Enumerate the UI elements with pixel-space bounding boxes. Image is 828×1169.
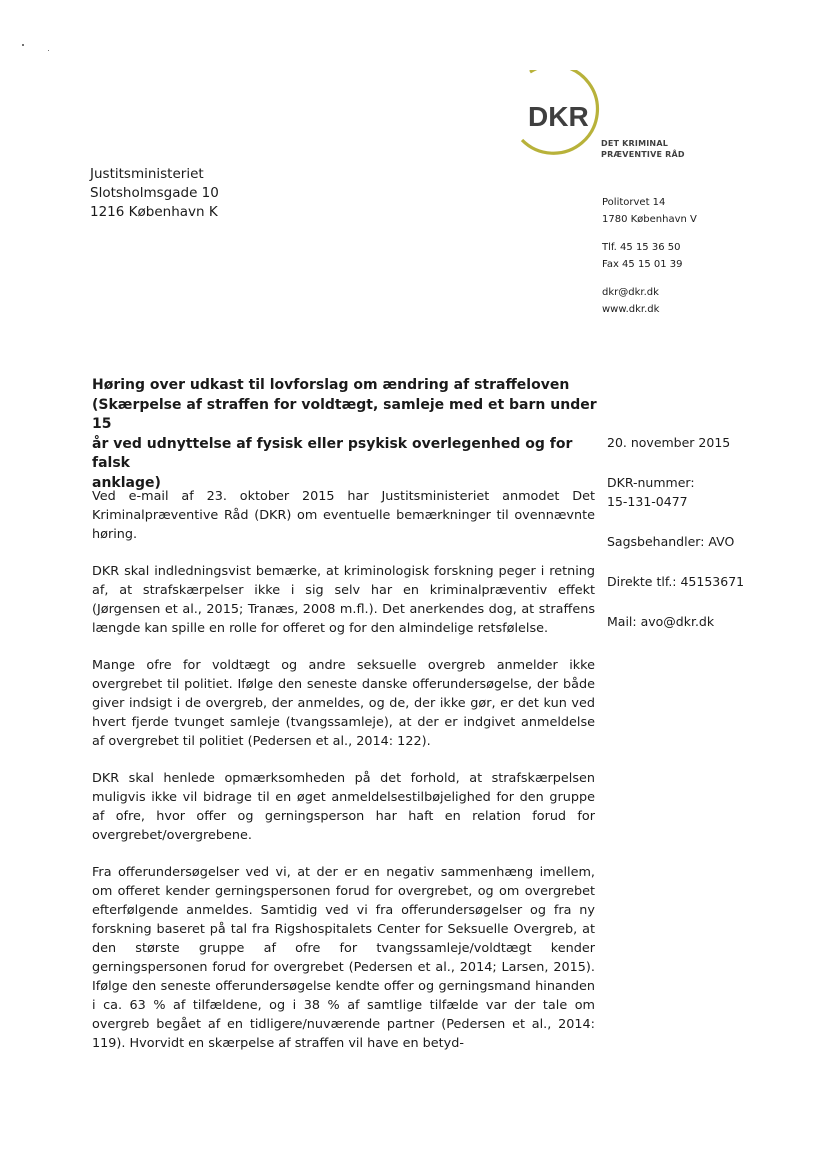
paragraph: DKR skal indledningsvist bemærke, at kriminologisk forskning peger i retning af, at strafskærpelser ikke i sig selv har en kriminalpræventiv effekt (Jørgensen et al., 2015; Tranæs, 2008 m.fl.). Det anerkendes dog, at straffens længde kan spille en rolle for offeret og for den almindelige retsfølelse. [92, 564, 595, 636]
logo-subtitle [601, 138, 685, 160]
case-handler: Sagsbehandler: AVO [607, 534, 735, 549]
letter-title [92, 376, 602, 493]
logo-subtitle-line1: DET KRIMINAL [601, 139, 669, 148]
recipient-city: 1216 København K [90, 204, 218, 220]
dkr-logo [512, 70, 612, 165]
recipient-name: Justitsministeriet [90, 166, 204, 182]
title-line: (Skærpelse af straffen for voldtægt, samleje med et barn under 15 [92, 396, 597, 432]
sender-email: dkr@dkr.dk [602, 287, 659, 298]
dkr-number: 15-131-0477 [607, 494, 688, 509]
paragraph: DKR skal henlede opmærksomheden på det forhold, at strafskærpelsen muligvis ikke vil bidrage til en øget anmeldelsestilbøjelighed for den gruppe af ofre, hvor offer og gerningsperson har haft en relation forud for overgrebet/overgrebene. [92, 771, 595, 843]
logo-text: DKR [528, 101, 589, 132]
sender-city: 1780 København V [602, 214, 697, 225]
title-line: Høring over udkast til lovforslag om ændring af straffeloven [92, 377, 570, 393]
title-line: anklage) [92, 474, 161, 491]
sender-info [602, 194, 697, 318]
recipient-address [90, 165, 219, 222]
sender-street: Politorvet 14 [602, 197, 666, 208]
paragraph: Ved e-mail af 23. oktober 2015 har Justitsministeriet anmodet Det Kriminalpræventive Råd (DKR) om eventuelle bemærkninger til ovennævnte høring. [92, 489, 595, 542]
sender-phone: Tlf. 45 15 36 50 [602, 242, 681, 253]
case-metadata [607, 433, 744, 652]
mail-address: Mail: avo@dkr.dk [607, 614, 715, 629]
title-line: år ved udnyttelse af fysisk eller psykisk overlegenhed og for falsk [92, 435, 573, 471]
logo-subtitle-line2: PRÆVENTIVE RÅD [601, 150, 685, 159]
scan-speck [22, 44, 24, 46]
sender-fax: Fax 45 15 01 39 [602, 259, 683, 270]
dkr-number-label: DKR-nummer: [607, 475, 695, 490]
sender-web: www.dkr.dk [602, 304, 660, 315]
scan-speck [48, 50, 49, 51]
recipient-street: Slotsholmsgade 10 [90, 185, 219, 201]
direct-phone: Direkte tlf.: 45153671 [607, 574, 745, 589]
paragraph: Mange ofre for voldtægt og andre seksuelle overgreb anmelder ikke overgrebet til politiet. Ifølge den seneste danske offerundersøgelse, der både giver indsigt i de overgreb, der anmeldes, og de, der ikke gør, er det kun ved hvert fjerde tvunget samleje (tvangssamleje), at der er indgivet anmeldelse af overgrebet til politiet (Pedersen et al., 2014: 122). [92, 658, 595, 749]
paragraph: Fra offerundersøgelser ved vi, at der er en negativ sammenhæng imellem, om offeret kender gerningspersonen forud for overgrebet, og om overgrebet efterfølgende anmeldes. Samtidig ved vi fra offerundersøgelser og fra ny forskning baseret på tal fra Rigshospitalets Center for Seksuelle Overgreb, at den største gruppe af ofre for tvangssamleje/voldtægt kender gerningspersonen forud for overgrebet (Pedersen et al., 2014; Larsen, 2015). Ifølge den seneste offerundersøgelse kendte offer og gerningsmand hinanden i ca. 63 % af tilfældene, og i 38 % af samtlige tilfælde var der tale om overgreb begået af en tidligere/nuværende partner (Pedersen et al., 2014: 119). Hvorvidt en skærpelse af straffen vil have en betyd- [92, 865, 595, 1051]
letter-body [92, 487, 595, 1071]
letter-date: 20. november 2015 [607, 435, 731, 450]
